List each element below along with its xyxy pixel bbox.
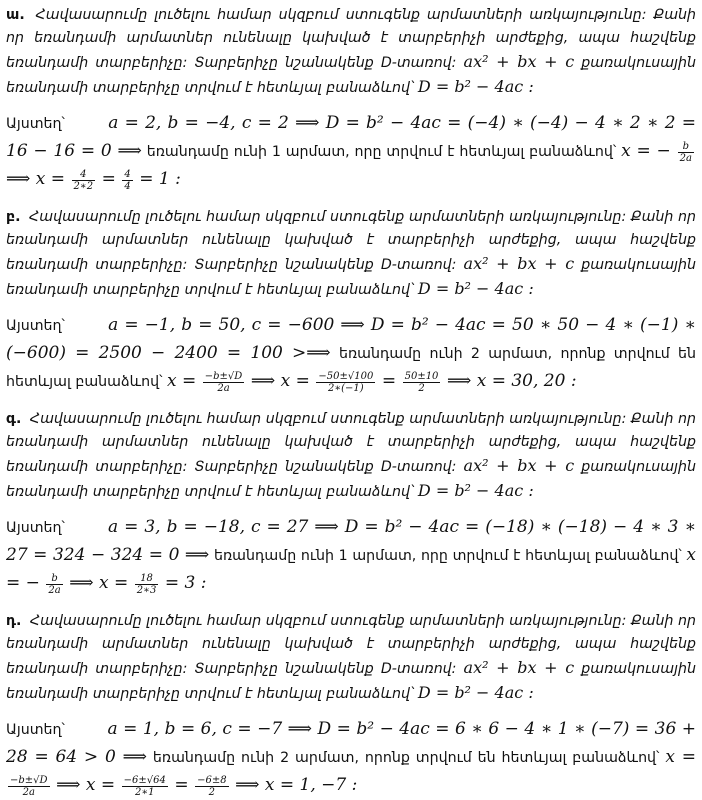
fraction-numerator: b xyxy=(678,141,694,153)
fraction-numerator: −50±√100 xyxy=(318,370,374,382)
trinomial-text: քառակուսային եռանդամի տարբերիչը տրվում է հետևյալ բանաձևով՝ xyxy=(6,55,696,96)
fraction-denominator: 2∗1 xyxy=(134,786,155,798)
trinomial-text: քառակուսային եռանդամի տարբերիչը տրվում է հետևյալ բանաձևով՝ xyxy=(6,459,696,500)
problem-paragraph xyxy=(6,408,696,504)
solution-math: a = 3, b = −18, c = 27 ⟹ D = b² − 4ac = (−18) ∗ (−18) − 4 ∗ 3 ∗ 27 = 324 − 324 = 0 ⟹ xyxy=(6,517,696,565)
calc-prefix: ⟹ x = xyxy=(250,371,310,391)
solution-math: a = 1, b = 6, c = −7 ⟹ D = b² − 4ac = 6 ∗ 6 − 4 ∗ 1 ∗ (−7) = 36 + 28 = 64 > 0 ⟹ xyxy=(6,719,696,767)
calc-equals: = xyxy=(101,169,116,189)
root-fraction xyxy=(678,141,694,164)
root-formula: x = − xyxy=(621,141,671,161)
solution-text: եռանդամը ունի 1 արմատ, որը տրվում է հետևյալ բանաձևով՝ xyxy=(213,548,682,564)
solution-paragraph xyxy=(6,110,696,194)
intro-text: Հավասարումը լուծելու համար սկզբում ստուգենք արմատների առկայությունը: Քանի որ եռանդամի արմատներ ունենալը կախված է տարբերիչի արժեքից, ապա հաշվենք եռանդամի տարբերիչը: Տարբերիչը նշանակենք D-տառով: xyxy=(6,613,696,677)
fraction-denominator: 2a xyxy=(217,382,230,394)
discriminant-formula: D = b² − 4ac : xyxy=(417,77,534,96)
result: ⟹ x = 1, −7 : xyxy=(235,775,358,795)
solution-section-d xyxy=(6,610,696,800)
fraction-numerator: −b±√D xyxy=(204,370,243,382)
fraction-numerator: 4 xyxy=(72,169,96,181)
fraction-denominator: 2 xyxy=(418,382,425,394)
trinomial-expression: ax² + bx + c xyxy=(463,254,575,273)
solution-intro: Այստեղ՝ xyxy=(6,318,65,334)
solution-intro: Այստեղ՝ xyxy=(6,722,65,738)
trinomial-expression: ax² + bx + c xyxy=(463,52,575,71)
trinomial-text: քառակուսային եռանդամի տարբերիչը տրվում է հետևյալ բանաձևով՝ xyxy=(6,661,696,702)
calc-fraction-1 xyxy=(316,371,375,394)
discriminant-formula: D = b² − 4ac : xyxy=(417,279,534,298)
section-label: բ. xyxy=(6,209,21,225)
section-label: գ. xyxy=(6,411,22,427)
solution-section-b xyxy=(6,206,696,396)
root-fraction xyxy=(8,775,50,798)
fraction-denominator: 2a xyxy=(679,152,692,164)
section-label: դ. xyxy=(6,613,22,629)
fraction-numerator: b xyxy=(46,573,62,585)
fraction-denominator: 2a xyxy=(22,786,35,798)
solution-paragraph xyxy=(6,514,696,598)
trinomial-expression: ax² + bx + c xyxy=(463,456,575,475)
calc-prefix: ⟹ x = xyxy=(56,775,116,795)
fraction-denominator: 4 xyxy=(124,180,131,192)
root-formula: x = xyxy=(665,747,696,767)
root-fraction xyxy=(46,573,62,596)
calc-equals: = xyxy=(381,371,397,391)
root-fraction xyxy=(203,371,245,394)
solution-paragraph xyxy=(6,312,696,396)
solution-section-c xyxy=(6,408,696,598)
solution-intro: Այստեղ՝ xyxy=(6,520,65,536)
solution-math: a = 2, b = −4, c = 2 ⟹ D = b² − 4ac = (−4) ∗ (−4) − 4 ∗ 2 ∗ 2 = 16 − 16 = 0 ⟹ xyxy=(6,113,696,161)
fraction-denominator: 2∗3 xyxy=(136,584,157,596)
root-formula: x = − xyxy=(6,545,697,593)
intro-text: Հավասարումը լուծելու համար սկզբում ստուգենք արմատների առկայությունը: Քանի որ եռանդամի արմատներ ունենալը կախված է տարբերիչի արժեքից, ապա հաշվենք եռանդամի տարբերիչը: Տարբերիչը նշանակենք D-տառով: xyxy=(6,411,696,475)
solution-text: եռանդամը ունի 2 արմատ, որոնք տրվում են հետևյալ բանաձևով՝ xyxy=(6,346,697,390)
calc-fraction-1 xyxy=(72,169,96,192)
fraction-numerator: 18 xyxy=(135,573,159,585)
discriminant-formula: D = b² − 4ac : xyxy=(417,683,534,702)
calc-fraction-2 xyxy=(122,169,132,192)
fraction-numerator: −6±√64 xyxy=(123,774,166,786)
problem-paragraph xyxy=(6,206,696,302)
solution-paragraph xyxy=(6,716,696,800)
solution-intro: Այստեղ՝ xyxy=(6,116,65,132)
fraction-numerator: 50±10 xyxy=(404,370,439,382)
calc-fraction-2 xyxy=(195,775,228,798)
result: = 3 : xyxy=(164,573,207,593)
fraction-denominator: 2a xyxy=(48,584,61,596)
calc-fraction-1 xyxy=(135,573,159,596)
solution-text: եռանդամը ունի 2 արմատ, որոնք տրվում են հետևյալ բանաձևով՝ xyxy=(152,750,660,766)
trinomial-text: քառակուսային եռանդամի տարբերիչը տրվում է հետևյալ բանաձևով՝ xyxy=(6,257,696,298)
trinomial-expression: ax² + bx + c xyxy=(463,658,575,677)
solution-text: եռանդամը ունի 1 արմատ, որը տրվում է հետևյալ բանաձևով՝ xyxy=(146,144,617,160)
problem-paragraph xyxy=(6,610,696,706)
intro-text: Հավասարումը լուծելու համար սկզբում ստուգենք արմատների առկայությունը: Քանի որ եռանդամի արմատներ ունենալը կախված է տարբերիչի արժեքից, ապա հաշվենք եռանդամի տարբերիչը: Տարբերիչը նշանակենք D-տառով: xyxy=(6,209,697,273)
fraction-denominator: 2 xyxy=(208,786,216,798)
problem-paragraph xyxy=(6,4,696,100)
calc-fraction-2 xyxy=(403,371,441,394)
calc-fraction-1 xyxy=(122,775,168,798)
section-label: ա. xyxy=(6,7,25,23)
fraction-numerator: −6±8 xyxy=(197,774,227,786)
calc-prefix: ⟹ x = xyxy=(69,573,129,593)
result: ⟹ x = 30, 20 : xyxy=(446,371,577,391)
fraction-numerator: 4 xyxy=(124,168,131,180)
intro-text: Հավասարումը լուծելու համար սկզբում ստուգենք արմատների առկայությունը: Քանի որ եռանդամի արմատներ ունենալը կախված է տարբերիչի արժեքից, ապա հաշվենք եռանդամի տարբերիչը: Տարբերիչը նշանակենք D-տառով: xyxy=(6,7,696,71)
solution-math: a = −1, b = 50, c = −600 ⟹ D = b² − 4ac = 50 ∗ 50 − 4 ∗ (−1) ∗ (−600) = 2500 − 2400 = 100 >⟹ xyxy=(6,315,696,363)
fraction-denominator: 2∗(−1) xyxy=(327,382,364,394)
result: = 1 : xyxy=(139,169,181,189)
root-formula: x = xyxy=(166,371,197,391)
fraction-denominator: 2∗2 xyxy=(73,180,94,192)
discriminant-formula: D = b² − 4ac : xyxy=(417,481,534,500)
calc-prefix: ⟹ x = xyxy=(6,169,66,189)
calc-equals: = xyxy=(174,775,189,795)
solution-section-a xyxy=(6,4,696,194)
fraction-numerator: −b±√D xyxy=(10,774,48,786)
